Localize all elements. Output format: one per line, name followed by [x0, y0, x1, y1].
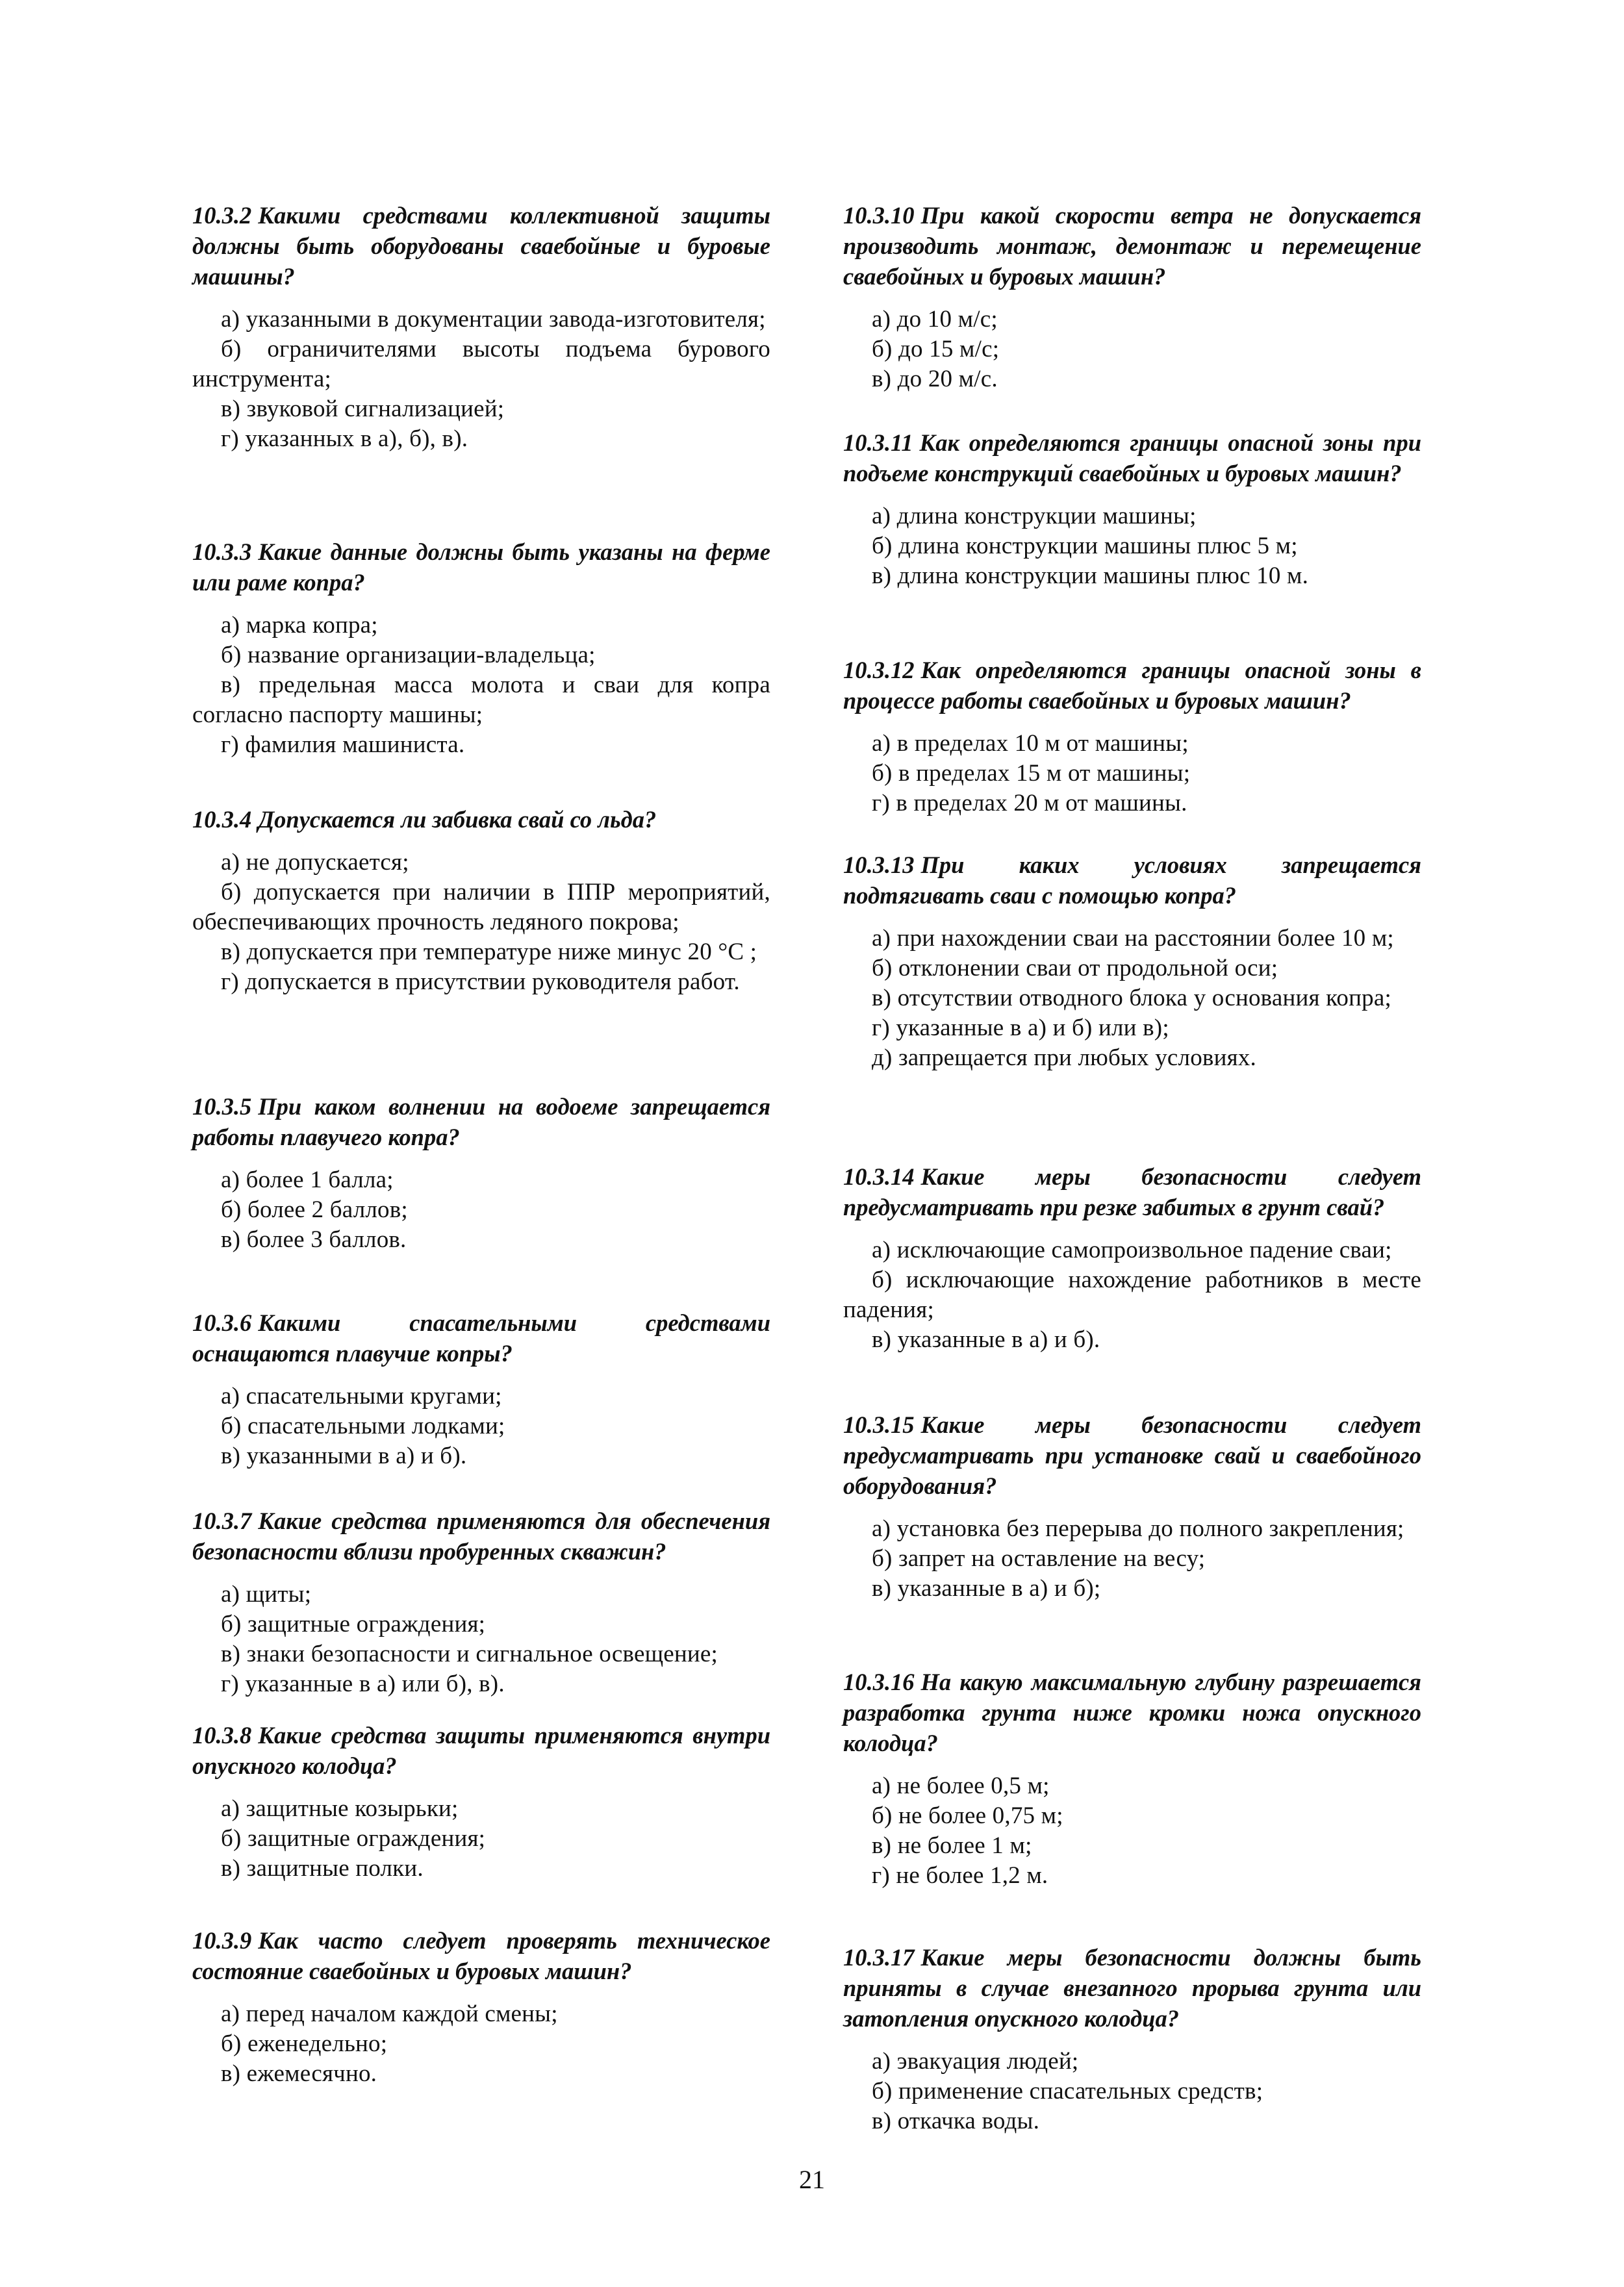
question-label: При какой скорости ветра не допускается производить монтаж, демонтаж и перемещение сваебойных и буровых машин?: [843, 202, 1421, 290]
question-item: [192, 1308, 770, 1471]
question-text: [192, 1506, 770, 1567]
answer-options: [843, 1514, 1421, 1604]
question-item: [843, 1409, 1421, 1604]
question-text: [843, 200, 1421, 292]
answer-option: г) в пределах 20 м от машины.: [872, 790, 1187, 816]
question-text: [843, 1942, 1421, 2034]
answer-option: г) фамилия машиниста.: [221, 731, 465, 758]
answer-option: б) допускается при наличии в ППР мероприятий, обеспечивающих прочность ледяного покрова;: [192, 879, 770, 935]
question-label: Как определяются границы опасной зоны при подъеме конструкций сваебойных и буровых машин?: [843, 429, 1421, 486]
question-number: 10.3.10: [843, 202, 915, 229]
question-item: [192, 1720, 770, 1884]
answer-option: а) при нахождении сваи на расстоянии более 10 м;: [872, 925, 1394, 952]
answer-options: [192, 611, 770, 760]
question-item: [192, 1506, 770, 1699]
question-label: При каких условиях запрещается подтягивать сваи с помощью копра?: [843, 852, 1421, 909]
question-label: На какую максимальную глубину разрешается разработка грунта ниже кромки ножа опускного колодца?: [843, 1669, 1421, 1756]
question-item: [843, 1667, 1421, 1891]
answer-option: а) защитные козырьки;: [221, 1795, 459, 1822]
question-number: 10.3.13: [843, 852, 915, 878]
question-number: 10.3.7: [192, 1508, 252, 1534]
answer-option: б) еженедельно;: [221, 2030, 388, 2057]
answer-option: б) защитные ограждения;: [221, 1825, 486, 1852]
question-label: Какими средствами коллективной защиты должны быть оборудованы сваебойные и буровые машины?: [192, 202, 770, 290]
answer-options: [843, 501, 1421, 591]
answer-option: д) запрещается при любых условиях.: [872, 1044, 1256, 1071]
question-item: [843, 1161, 1421, 1355]
answer-option: в) отсутствии отводного блока у основания копра;: [872, 985, 1391, 1011]
question-text: [192, 1308, 770, 1369]
question-label: Допускается ли забивка свай со льда?: [258, 806, 657, 833]
answer-option: а) исключающие самопроизвольное падение сваи;: [872, 1237, 1392, 1263]
answer-option: б) название организации-владельца;: [221, 642, 596, 668]
answer-option: в) знаки безопасности и сигнальное освещение;: [221, 1641, 718, 1667]
question-number: 10.3.12: [843, 657, 915, 683]
answer-option: в) до 20 м/с.: [872, 366, 998, 392]
question-item: [192, 1091, 770, 1255]
question-text: [192, 537, 770, 598]
answer-options: [843, 2047, 1421, 2136]
answer-option: а) установка без перерыва до полного закрепления;: [872, 1515, 1404, 1542]
question-text: [192, 1720, 770, 1781]
answer-option: б) спасательными лодками;: [221, 1413, 505, 1439]
question-label: Какие средства применяются для обеспечения безопасности вблизи пробуренных скважин?: [192, 1508, 770, 1565]
answer-option: б) длина конструкции машины плюс 5 м;: [872, 533, 1298, 559]
answer-option: в) предельная масса молота и сваи для копра согласно паспорту машины;: [192, 672, 770, 728]
answer-option: а) до 10 м/с;: [872, 306, 998, 333]
answer-option: б) более 2 баллов;: [221, 1196, 408, 1223]
answer-option: в) не более 1 м;: [872, 1832, 1032, 1859]
page-number: 21: [799, 2165, 825, 2194]
question-label: Какие меры безопасности следует предусматривать при резке забитых в грунт свай?: [843, 1163, 1421, 1220]
question-number: 10.3.11: [843, 429, 913, 456]
answer-option: г) не более 1,2 м.: [872, 1862, 1048, 1889]
question-number: 10.3.4: [192, 806, 252, 833]
question-label: Как определяются границы опасной зоны в процессе работы сваебойных и буровых машин?: [843, 657, 1421, 714]
answer-option: а) не более 0,5 м;: [872, 1773, 1050, 1799]
question-text: [843, 427, 1421, 488]
question-text: [192, 1925, 770, 1986]
answer-option: б) исключающие нахождение работников в месте падения;: [843, 1267, 1421, 1323]
question-text: [192, 804, 770, 835]
answer-options: [843, 924, 1421, 1073]
question-label: Какие меры безопасности должны быть приняты в случае внезапного прорыва грунта или затопления опускного колодца?: [843, 1944, 1421, 2032]
question-text: [843, 1667, 1421, 1758]
question-text: [843, 1409, 1421, 1501]
question-item: [843, 1942, 1421, 2136]
question-label: При каком волнении на водоеме запрещается работы плавучего копра?: [192, 1093, 770, 1150]
answer-option: в) более 3 баллов.: [221, 1226, 407, 1253]
answer-option: а) перед началом каждой смены;: [221, 2001, 558, 2027]
answer-option: б) применение спасательных средств;: [872, 2078, 1263, 2104]
answer-options: [843, 1771, 1421, 1891]
answer-options: [192, 1794, 770, 1884]
answer-options: [192, 1999, 770, 2089]
answer-option: в) указанные в а) и б).: [872, 1326, 1100, 1353]
answer-option: в) откачка воды.: [872, 2108, 1040, 2134]
answer-options: [843, 1235, 1421, 1355]
answer-options: [192, 1382, 770, 1471]
question-text: [843, 655, 1421, 716]
question-number: 10.3.2: [192, 202, 252, 229]
question-number: 10.3.6: [192, 1309, 252, 1336]
question-item: [192, 200, 770, 454]
answer-option: а) указанными в документации завода-изготовителя;: [221, 306, 766, 333]
answer-option: в) ежемесячно.: [221, 2060, 377, 2087]
question-number: 10.3.3: [192, 538, 252, 565]
answer-option: а) не допускается;: [221, 849, 409, 876]
answer-options: [192, 1580, 770, 1699]
answer-option: б) защитные ограждения;: [221, 1611, 486, 1637]
answer-option: г) указанные в а) или б), в).: [221, 1671, 505, 1697]
answer-option: а) длина конструкции машины;: [872, 503, 1197, 529]
question-text: [843, 850, 1421, 911]
answer-option: а) спасательными кругами;: [221, 1383, 502, 1409]
answer-option: г) допускается в присутствии руководителя работ.: [221, 968, 740, 995]
question-number: 10.3.9: [192, 1927, 252, 1954]
question-item: [192, 804, 770, 997]
answer-options: [192, 1165, 770, 1255]
question-text: [192, 1091, 770, 1152]
question-number: 10.3.16: [843, 1669, 915, 1695]
answer-option: а) в пределах 10 м от машины;: [872, 730, 1189, 757]
question-number: 10.3.14: [843, 1163, 915, 1190]
question-label: Какими спасательными средствами оснащаются плавучие копры?: [192, 1309, 770, 1367]
question-label: Как часто следует проверять техническое состояние сваебойных и буровых машин?: [192, 1927, 770, 1984]
answer-option: б) отклонении сваи от продольной оси;: [872, 955, 1278, 981]
answer-option: б) до 15 м/с;: [872, 336, 1000, 362]
question-item: [843, 655, 1421, 818]
answer-option: а) более 1 балла;: [221, 1167, 394, 1193]
answer-option: а) эвакуация людей;: [872, 2048, 1079, 2075]
question-number: 10.3.15: [843, 1411, 915, 1438]
answer-options: [843, 729, 1421, 818]
answer-option: а) марка копра;: [221, 612, 378, 638]
answer-option: в) указанные в а) и б);: [872, 1575, 1101, 1602]
question-number: 10.3.5: [192, 1093, 252, 1120]
answer-option: в) допускается при температуре ниже минус 20 °С ;: [221, 939, 757, 965]
answer-option: б) не более 0,75 м;: [872, 1802, 1063, 1829]
question-label: Какие данные должны быть указаны на ферме или раме копра?: [192, 538, 770, 596]
answer-option: б) ограничителями высоты подъема бурового инструмента;: [192, 336, 770, 392]
question-item: [843, 850, 1421, 1073]
answer-option: в) звуковой сигнализацией;: [221, 396, 505, 422]
question-item: [192, 537, 770, 760]
answer-options: [192, 848, 770, 997]
answer-option: в) длина конструкции машины плюс 10 м.: [872, 562, 1309, 589]
question-item: [843, 200, 1421, 394]
answer-option: б) в пределах 15 м от машины;: [872, 760, 1191, 787]
answer-options: [192, 305, 770, 454]
answer-option: в) защитные полки.: [221, 1855, 424, 1882]
question-text: [192, 200, 770, 292]
answer-option: г) указанные в а) и б) или в);: [872, 1015, 1169, 1041]
question-label: Какие меры безопасности следует предусматривать при установке свай и сваебойного оборудования?: [843, 1411, 1421, 1499]
question-number: 10.3.17: [843, 1944, 915, 1971]
answer-options: [843, 305, 1421, 394]
answer-option: а) щиты;: [221, 1581, 312, 1608]
question-label: Какие средства защиты применяются внутри опускного колодца?: [192, 1722, 770, 1779]
answer-option: в) указанными в а) и б).: [221, 1443, 467, 1469]
question-item: [192, 1925, 770, 2089]
answer-option: б) запрет на оставление на весу;: [872, 1545, 1206, 1572]
question-item: [843, 427, 1421, 591]
question-number: 10.3.8: [192, 1722, 252, 1749]
answer-option: г) указанных в а), б), в).: [221, 425, 468, 452]
question-text: [843, 1161, 1421, 1222]
